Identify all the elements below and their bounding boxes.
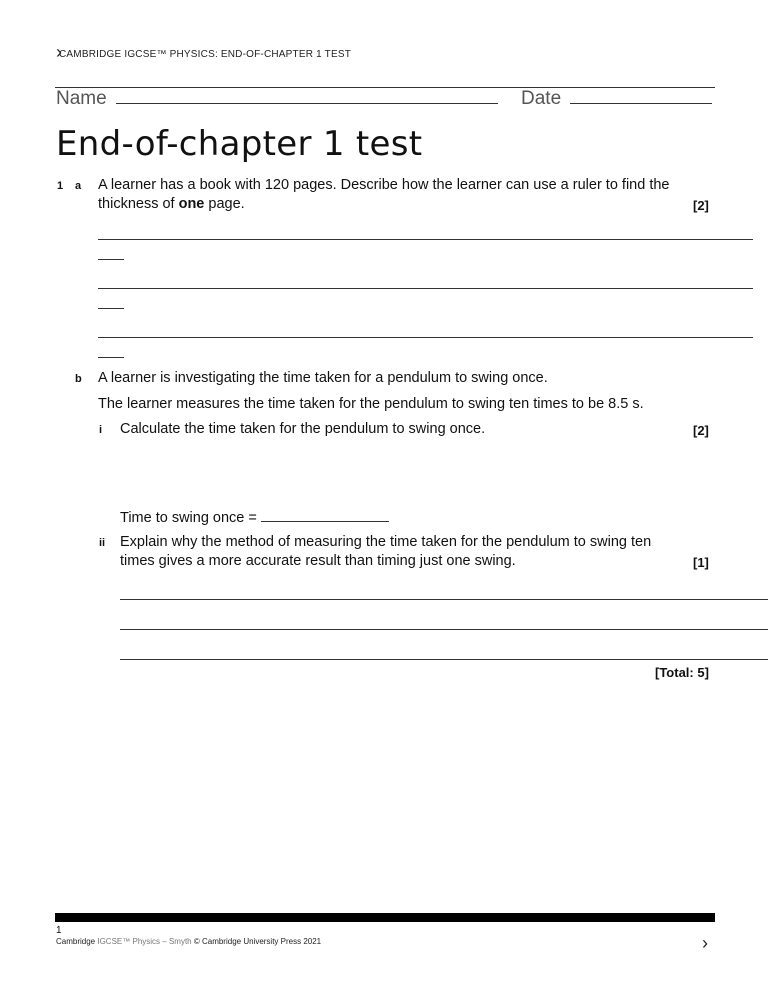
part-a-label: a xyxy=(75,180,82,192)
running-head: CAMBRIDGE IGCSE™ PHYSICS: END-OF-CHAPTER 1 TEST xyxy=(59,49,352,60)
sub-i-label: i xyxy=(99,424,103,436)
answer-field[interactable] xyxy=(120,507,389,528)
answer-line[interactable] xyxy=(120,599,768,600)
answer-line-tail[interactable] xyxy=(98,259,124,260)
back-chevron-icon[interactable]: › xyxy=(56,42,62,62)
answer-line-tail[interactable] xyxy=(98,308,124,309)
footer-credit xyxy=(56,937,321,946)
total-marks: [Total: 5] xyxy=(655,665,709,680)
part-a-text-before: thickness of xyxy=(98,196,179,212)
part-a-text-bold: one xyxy=(178,196,205,212)
part-b-text-line2: The learner measures the time taken for the pendulum to swing ten times to be 8.5 s. xyxy=(98,396,644,412)
answer-underline[interactable] xyxy=(261,507,389,522)
name-underline[interactable] xyxy=(116,86,498,104)
page-number: 1 xyxy=(56,925,62,936)
part-b-label: b xyxy=(75,373,82,385)
name-field[interactable] xyxy=(56,86,498,110)
date-underline[interactable] xyxy=(570,86,712,104)
sub-ii-text-line1: Explain why the method of measuring the time taken for the pendulum to swing ten xyxy=(120,534,652,550)
date-label: Date xyxy=(521,88,562,109)
sub-ii-text-line2: times gives a more accurate result than timing just one swing. xyxy=(120,553,516,569)
answer-line[interactable] xyxy=(98,239,753,240)
part-b-text-line1: A learner is investigating the time taken for a pendulum to swing once. xyxy=(98,370,548,386)
part-a-text-line1: A learner has a book with 120 pages. Describe how the learner can use a ruler to find the xyxy=(98,177,670,193)
part-a-marks: [2] xyxy=(693,198,709,213)
answer-line[interactable] xyxy=(98,337,753,338)
sub-i-text: Calculate the time taken for the pendulum to swing once. xyxy=(120,421,486,437)
answer-line[interactable] xyxy=(120,629,768,630)
question-number: 1 xyxy=(57,180,64,192)
page-title: End-of-chapter 1 test xyxy=(56,124,423,164)
sub-ii-marks: [1] xyxy=(693,555,709,570)
date-field[interactable] xyxy=(521,86,712,110)
next-chevron-icon[interactable]: › xyxy=(702,933,708,953)
footer-brand: Cambridge xyxy=(56,937,96,946)
footer-copyright: © Cambridge University Press 2021 xyxy=(193,937,322,946)
answer-line[interactable] xyxy=(98,288,753,289)
footer-bar xyxy=(55,913,715,922)
answer-label: Time to swing once = xyxy=(120,510,261,526)
answer-line-tail[interactable] xyxy=(98,357,124,358)
part-a-text-after: page. xyxy=(204,196,245,212)
sub-ii-label: ii xyxy=(99,537,106,549)
sub-i-marks: [2] xyxy=(693,423,709,438)
answer-line[interactable] xyxy=(120,659,768,660)
part-a-text-line2 xyxy=(98,195,245,214)
name-label: Name xyxy=(56,88,107,109)
footer-product: IGCSE™ Physics – Smyth xyxy=(95,937,194,946)
